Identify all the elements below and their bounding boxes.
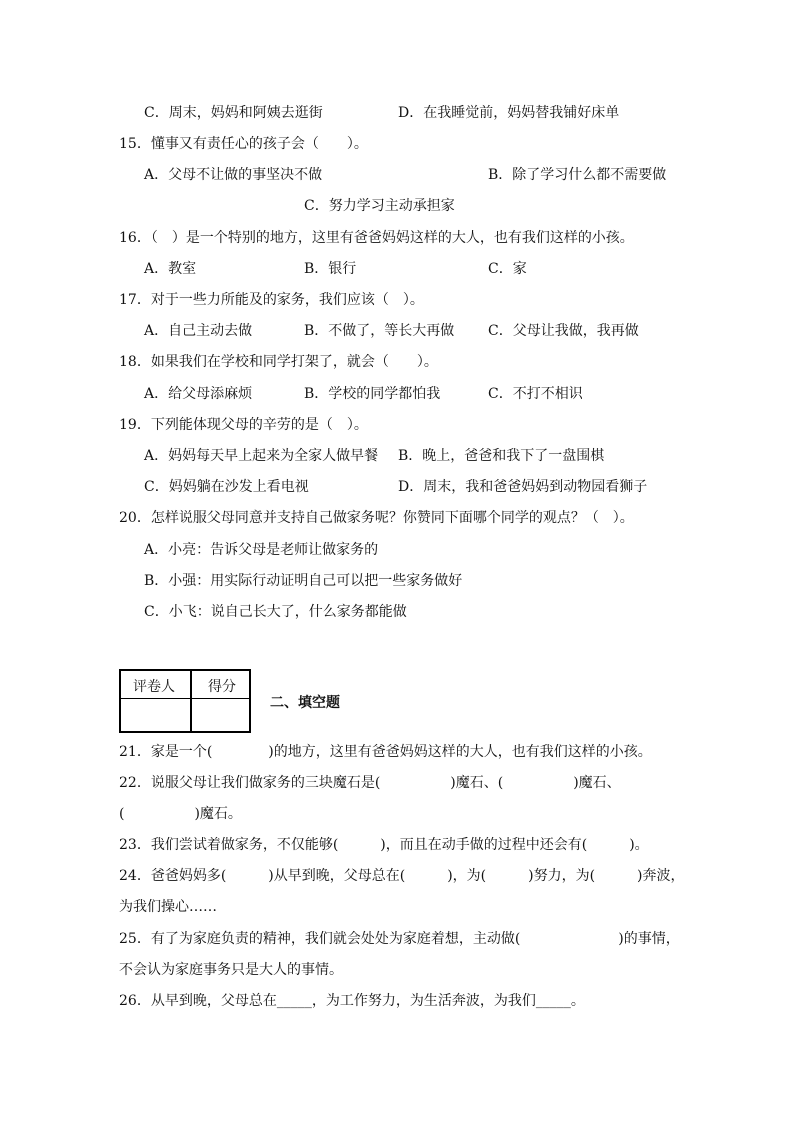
q23-text: 23．我们尝试着做家务，不仅能够( )，而且在动手做的过程中还会有( )。 [119, 837, 649, 853]
q19-option-b: B．晚上，爸爸和我下了一盘围棋 [398, 448, 605, 464]
q21-text: 21．家是一个( )的地方，这里有爸爸妈妈这样的大人，也有我们这样的小孩。 [119, 744, 652, 760]
q18-option-b: B．学校的同学都怕我 [304, 386, 441, 402]
score-box [119, 669, 251, 733]
q17-option-c: C．父母让我做，我再做 [488, 323, 639, 339]
q17-option-a: A．自己主动去做 [144, 323, 253, 339]
q16-option-a: A．教室 [144, 261, 197, 277]
q15-option-b: B．除了学习什么都不需要做 [488, 167, 667, 183]
q22-text-line2: ( )魔石。 [119, 806, 242, 822]
score-box-divider-horizontal [121, 698, 249, 699]
q16-option-c: C．家 [488, 261, 527, 277]
score-label: 得分 [208, 679, 236, 695]
q17-option-b: B．不做了，等长大再做 [304, 323, 455, 339]
q24-text-line2: 为我们操心…… [119, 899, 217, 915]
q20-stem: 20．怎样说服父母同意并支持自己做家务呢？你赞同下面哪个同学的观点？（ ）。 [119, 510, 634, 526]
q19-option-c: C．妈妈躺在沙发上看电视 [144, 479, 309, 495]
q19-stem: 19．下列能体现父母的辛劳的是（ ）。 [119, 417, 368, 433]
q15-option-c: C．努力学习主动承担家 [304, 198, 455, 214]
q18-option-a: A．给父母添麻烦 [144, 386, 253, 402]
q16-option-b: B．银行 [304, 261, 357, 277]
q14-option-c: C．周末，妈妈和阿姨去逛街 [144, 105, 323, 121]
q20-option-b: B．小强：用实际行动证明自己可以把一些家务做好 [144, 573, 463, 589]
q14-option-d: D．在我睡觉前，妈妈替我铺好床单 [398, 105, 620, 121]
q16-stem: 16．（ ）是一个特别的地方，这里有爸爸妈妈这样的大人，也有我们这样的小孩。 [119, 230, 634, 246]
q24-text-line1: 24．爸爸妈妈多( )从早到晚，父母总在( )，为( )努力，为( )奔波， [119, 868, 685, 884]
q19-option-a: A．妈妈每天早上起来为全家人做早餐 [144, 448, 379, 464]
q15-stem: 15．懂事又有责任心的孩子会（ ）。 [119, 136, 368, 152]
q15-option-a: A．父母不让做的事坚决不做 [144, 167, 323, 183]
grader-label: 评卷人 [133, 679, 175, 695]
q18-option-c: C．不打不相识 [488, 386, 583, 402]
q19-option-d: D．周末，我和爸爸妈妈到动物园看狮子 [398, 479, 648, 495]
section-title-fill-in: 二、填空题 [270, 695, 340, 711]
q20-option-a: A．小亮：告诉父母是老师让做家务的 [144, 542, 379, 558]
score-box-divider-vertical [190, 671, 192, 731]
q18-stem: 18．如果我们在学校和同学打架了，就会（ ）。 [119, 354, 438, 370]
q22-text-line1: 22．说服父母让我们做家务的三块魔石是( )魔石、( )魔石、 [119, 775, 621, 791]
q25-text-line1: 25．有了为家庭负责的精神，我们就会处处为家庭着想，主动做( )的事情， [119, 931, 680, 947]
q25-text-line2: 不会认为家庭事务只是大人的事情。 [119, 962, 343, 978]
q17-stem: 17．对于一些力所能及的家务，我们应该（ ）。 [119, 292, 424, 308]
q20-option-c: C．小飞：说自己长大了，什么家务都能做 [144, 604, 407, 620]
q26-text: 26．从早到晚，父母总在_____，为工作努力，为生活奔波，为我们_____。 [119, 993, 585, 1009]
